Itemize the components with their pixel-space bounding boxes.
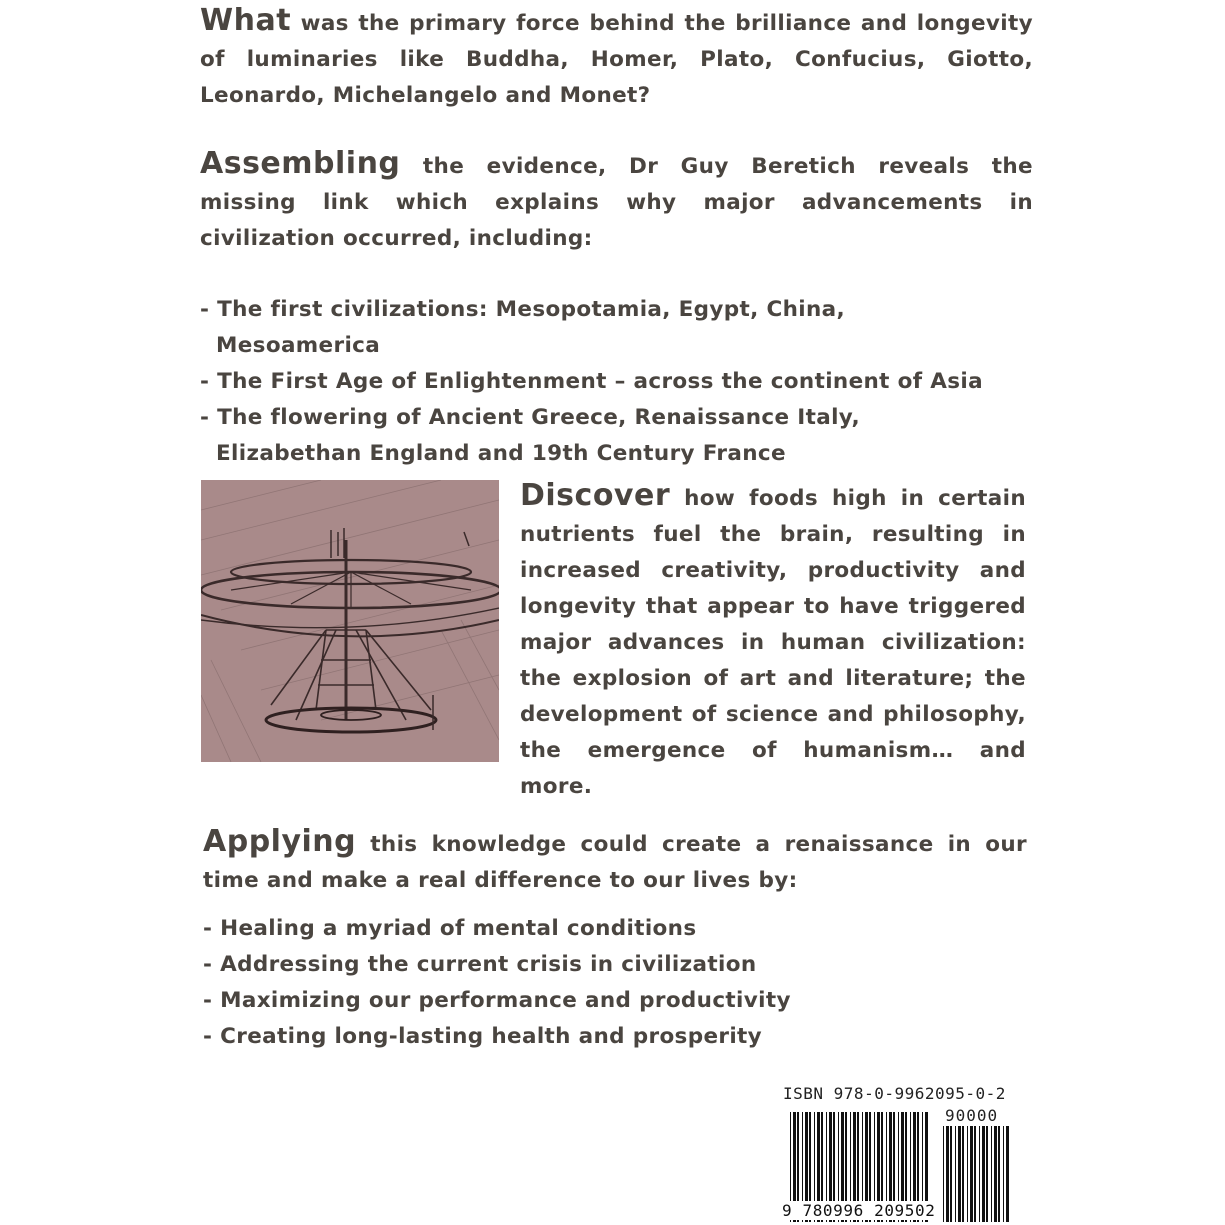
- list-item: - Healing a myriad of mental conditions: [203, 916, 697, 941]
- evidence-lead-word: Assembling: [200, 146, 401, 181]
- barcode-bar: [986, 1126, 988, 1222]
- list-item: - Addressing the current crisis in civilization: [203, 952, 757, 977]
- applying-paragraph: [203, 824, 1027, 899]
- barcode-bar: [967, 1126, 968, 1222]
- applying-lead-word: Applying: [203, 824, 357, 859]
- isbn-label: ISBN 978-0-9962095-0-2: [783, 1084, 1006, 1103]
- discover-paragraph: [520, 478, 1026, 805]
- leonardo-helicopter-sketch: [201, 480, 499, 762]
- barcode-bar: [979, 1126, 980, 1222]
- barcode-bar: [1006, 1126, 1009, 1222]
- barcode-bar: [943, 1126, 944, 1222]
- barcode-bar: [958, 1126, 961, 1222]
- barcode-bar: [991, 1126, 992, 1222]
- list-item: - The first civilizations: Mesopotamia, Egypt, China, Mesoamerica: [200, 297, 846, 358]
- barcode-bar: [982, 1126, 985, 1222]
- barcode-bar: [955, 1126, 956, 1222]
- intro-paragraph: [200, 3, 1033, 114]
- intro-text: was the primary force behind the brilliance and longevity of luminaries like Buddha, Homer, Plato, Confucius, Giotto, Leonardo, Michelangelo and Monet?: [200, 11, 1033, 108]
- list-item: - Maximizing our performance and productivity: [203, 988, 791, 1013]
- barcode-bar: [946, 1126, 949, 1222]
- barcode-bar: [950, 1126, 952, 1222]
- barcode-digits: 9 780996 209502: [782, 1201, 936, 1220]
- barcode-bar: [1003, 1126, 1004, 1222]
- barcode-bar: [974, 1126, 976, 1222]
- discover-lead-word: Discover: [520, 478, 671, 513]
- list-item: - The flowering of Ancient Greece, Renaissance Italy, Elizabethan England and 19th Century France: [200, 405, 861, 466]
- evidence-paragraph: [200, 146, 1033, 257]
- isbn-barcode: [770, 1082, 1020, 1225]
- list-item: - The First Age of Enlightenment – across the continent of Asia: [200, 369, 984, 394]
- barcode-bar: [970, 1126, 973, 1222]
- price-code: 90000: [945, 1106, 999, 1125]
- civilizations-list: [200, 292, 1000, 472]
- benefits-list: [203, 911, 1003, 1055]
- barcode-bar: [994, 1126, 997, 1222]
- applying-text: this knowledge could create a renaissance in our time and make a real difference to our lives by:: [203, 832, 1027, 893]
- barcode-bar: [998, 1126, 1000, 1222]
- barcode-bar: [962, 1126, 964, 1222]
- discover-text: how foods high in certain nutrients fuel the brain, resulting in increased creativity, productivity and longevity that appear to have triggered major advances in human civilization: the explosion of art and literature; the development of science and philosophy, the emergence of humanism… and more.: [520, 486, 1026, 799]
- evidence-text: the evidence, Dr Guy Beretich reveals the missing link which explains why major advancements in civilization occurred, including:: [200, 154, 1033, 251]
- intro-lead-word: What: [200, 3, 292, 38]
- list-item: - Creating long-lasting health and prosperity: [203, 1024, 763, 1049]
